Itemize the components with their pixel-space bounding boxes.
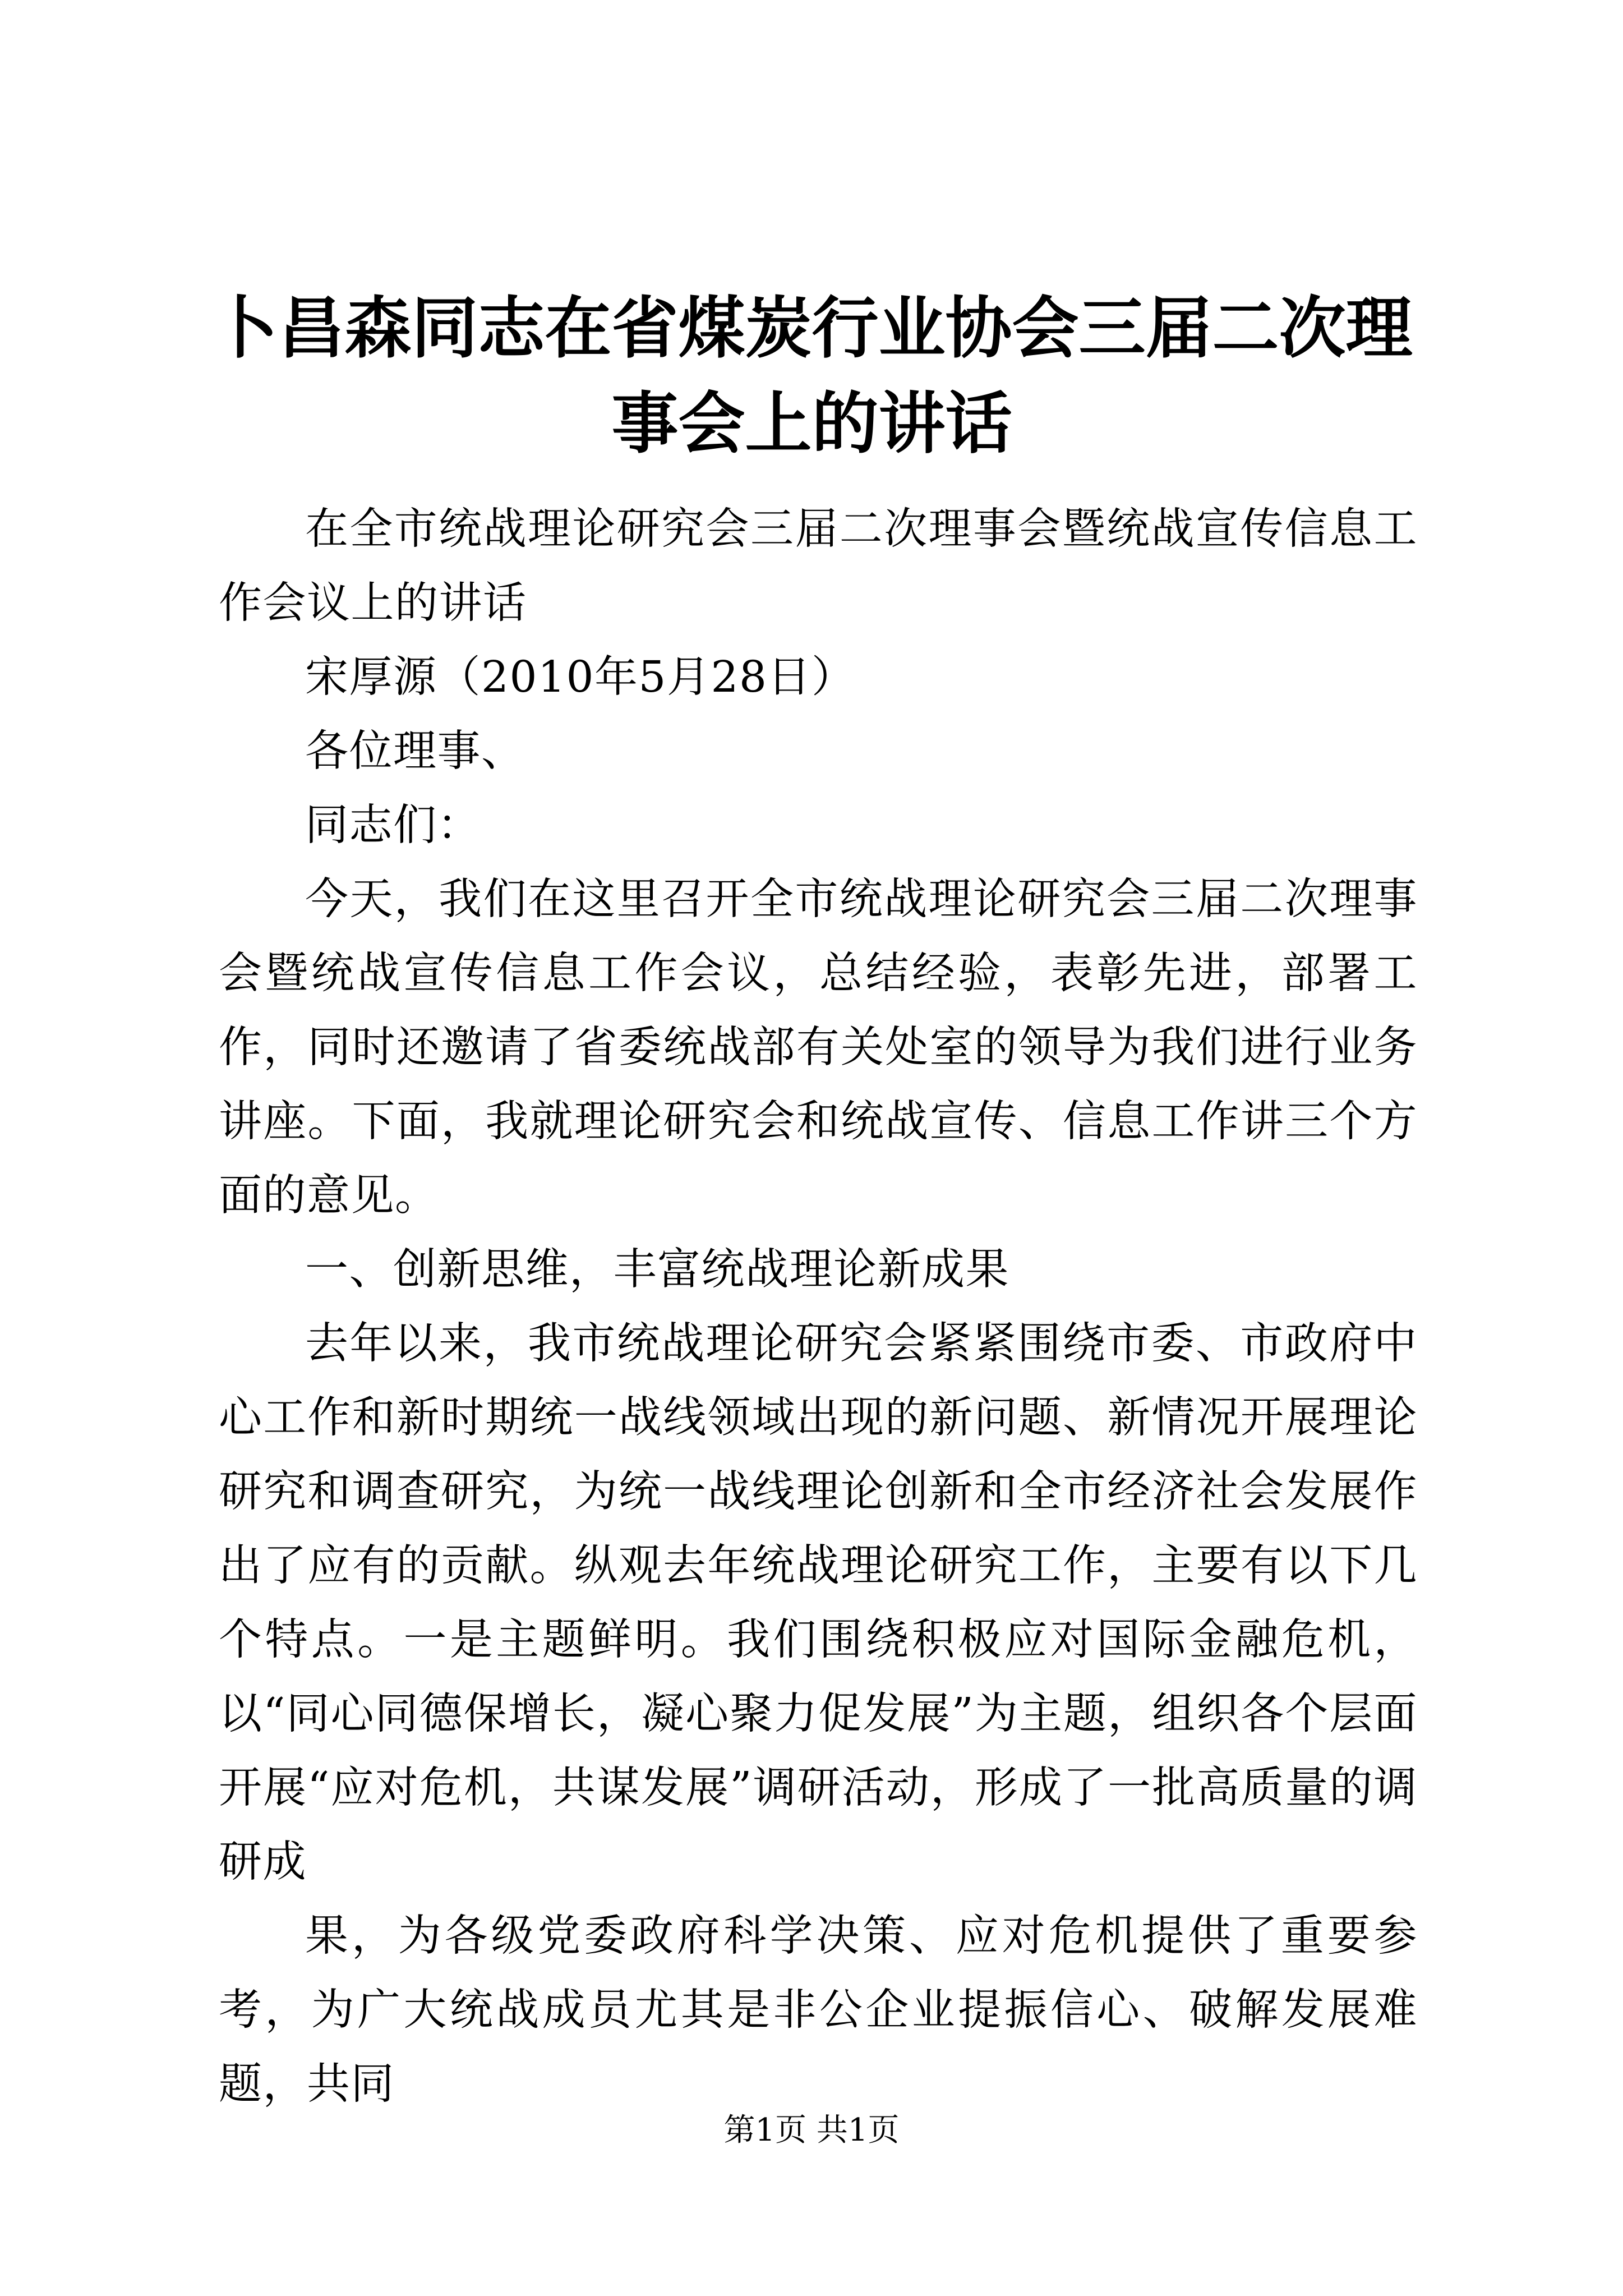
document-body <box>219 493 1418 2122</box>
salutation-line-2: 同志们： <box>305 800 481 850</box>
intro-paragraph: 今天，我们在这里召开全市统战理论研究会三届二次理事会暨统战宣传信息工作会议，总结经验，表彰先进，部署工作，同时还邀请了省委统战部有关处室的领导为我们进行业务讲座。下面，我就理论研究会和统战宣传、信息工作讲三个方面的意见。 <box>219 875 1418 1221</box>
document-title: 卜昌森同志在省煤炭行业协会三届二次理事会上的讲话 <box>211 289 1413 463</box>
speaker-date-line: 宋厚源（2010年5月28日） <box>305 652 856 702</box>
page-footer: 第1页 共1页 <box>723 2112 900 2148</box>
body-paragraph: 去年以来，我市统战理论研究会紧紧围绕市委、市政府中心工作和新时期统一战线领域出现的新问题、新情况开展理论研究和调查研究，为统一战线理论创新和全市经济社会发展作出了应有的贡献。纵观去年统战理论研究工作，主要有以下几个特点。一是主题鲜明。我们围绕积极应对国际金融危机，以“同心同德保增长，凝心聚力促发展”为主题，组织各个层面开展“应对危机，共谋发展”调研活动，形成了一批高质量的调研成 <box>219 1319 1418 1887</box>
subtitle-paragraph: 在全市统战理论研究会三届二次理事会暨统战宣传信息工作会议上的讲话 <box>219 504 1418 628</box>
salutation-line-1: 各位理事、 <box>305 726 525 776</box>
body-paragraph-continued: 果，为各级党委政府科学决策、应对危机提供了重要参考，为广大统战成员尤其是非公企业提振信心、破解发展难题，共同 <box>219 1911 1418 2109</box>
section-heading-1: 一、创新思维，丰富统战理论新成果 <box>305 1245 1009 1295</box>
